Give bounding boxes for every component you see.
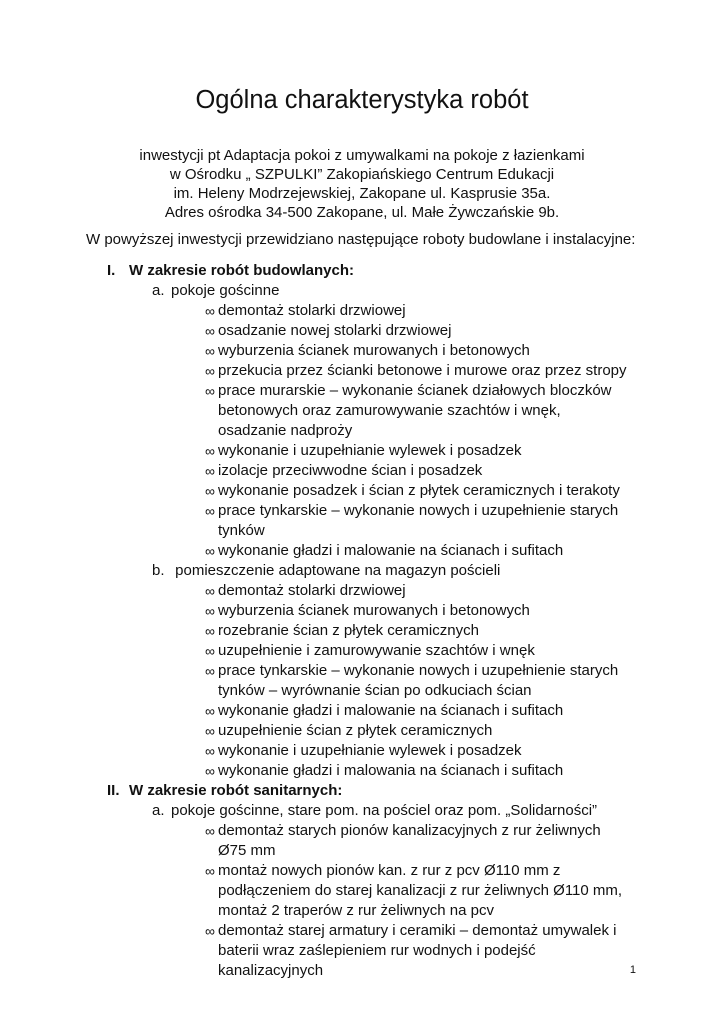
infinity-bullet-icon: ∞ <box>205 723 215 739</box>
list-item <box>0 361 628 381</box>
infinity-bullet-icon: ∞ <box>205 443 215 459</box>
works-list <box>0 261 724 981</box>
list-item-text: demontaż stolarki drzwiowej <box>218 582 406 599</box>
list-item-text: osadzanie nowej stolarki drzwiowej <box>218 322 452 339</box>
intro-line: im. Heleny Modrzejewskiej, Zakopane ul. Kasprusie 35a. <box>173 185 551 202</box>
list-item <box>0 661 628 701</box>
list-item <box>0 481 628 501</box>
list-item <box>0 601 628 621</box>
list-item <box>0 341 628 361</box>
list-item-text: prace tynkarskie – wykonanie nowych i uzupełnienie starych tynków – wyrównanie ścian po odkuciach ścian <box>218 662 619 699</box>
list-item <box>0 761 628 781</box>
infinity-bullet-icon: ∞ <box>205 663 215 679</box>
list-item <box>0 381 628 441</box>
list-item-text: prace tynkarskie – wykonanie nowych i uzupełnienie starych tynków <box>218 502 619 539</box>
list-item <box>0 501 628 541</box>
list-item-text: uzupełnienie ścian z płytek ceramicznych <box>218 722 493 739</box>
subsection-heading <box>0 281 724 301</box>
infinity-bullet-icon: ∞ <box>205 383 215 399</box>
list-item <box>0 621 628 641</box>
list-item <box>0 441 628 461</box>
intro-line: Adres ośrodka 34-500 Zakopane, ul. Małe Żywczańskie 9b. <box>164 204 560 221</box>
subsection-heading <box>0 561 724 581</box>
list-item-text: demontaż starych pionów kanalizacyjnych z rur żeliwnych Ø75 mm <box>218 822 601 859</box>
infinity-bullet-icon: ∞ <box>205 743 215 759</box>
infinity-bullet-icon: ∞ <box>205 643 215 659</box>
infinity-bullet-icon: ∞ <box>205 363 215 379</box>
intro-line: w Ośrodku „ SZPULKI” Zakopiańskiego Centrum Edukacji <box>169 166 555 183</box>
list-item-text: przekucia przez ścianki betonowe i murowe oraz przez stropy <box>218 362 627 379</box>
list-item <box>0 641 628 661</box>
subsection-letter: a. <box>152 282 165 299</box>
infinity-bullet-icon: ∞ <box>205 543 215 559</box>
list-item <box>0 721 628 741</box>
section-heading <box>0 781 724 801</box>
section-title: W zakresie robót sanitarnych: <box>129 782 343 799</box>
list-item <box>0 861 628 921</box>
list-item-text: wykonanie posadzek i ścian z płytek ceramicznych i terakoty <box>218 482 620 499</box>
infinity-bullet-icon: ∞ <box>205 323 215 339</box>
list-item-text: demontaż stolarki drzwiowej <box>218 302 406 319</box>
list-item <box>0 301 628 321</box>
list-item <box>0 741 628 761</box>
subsection-title: pokoje gościnne, stare pom. na pościel oraz pom. „Solidarności” <box>171 802 598 819</box>
section-number: I. <box>107 262 116 279</box>
list-item-text: wykonanie i uzupełnianie wylewek i posadzek <box>218 742 522 759</box>
list-item <box>0 581 628 601</box>
list-item <box>0 701 628 721</box>
list-item-text: uzupełnienie i zamurowywanie szachtów i wnęk <box>218 642 535 659</box>
infinity-bullet-icon: ∞ <box>205 303 215 319</box>
infinity-bullet-icon: ∞ <box>205 463 215 479</box>
page-title: Ogólna charakterystyka robót <box>195 86 529 114</box>
list-item-text: montaż nowych pionów kan. z rur z pcv Ø110 mm z podłączeniem do starej kanalizacji z rur żeliwnych Ø110 mm, montaż 2 traperów z rur żeliwnych na pcv <box>218 862 623 919</box>
subsection-heading <box>0 801 724 821</box>
intro-block <box>0 146 724 222</box>
list-item-text: wykonanie gładzi i malowania na ścianach i sufitach <box>218 762 564 779</box>
section-number: II. <box>107 782 120 799</box>
list-item-text: rozebranie ścian z płytek ceramicznych <box>218 622 479 639</box>
list-item-text: demontaż starej armatury i ceramiki – demontaż umywalek i baterii wraz zaślepieniem rur wodnych i podejść kanalizacyjnych <box>218 922 617 979</box>
infinity-bullet-icon: ∞ <box>205 483 215 499</box>
subsection-title: pokoje gościnne <box>171 282 280 299</box>
section-heading <box>0 261 724 281</box>
section-title: W zakresie robót budowlanych: <box>129 262 355 279</box>
list-item <box>0 821 628 861</box>
list-item-text: wyburzenia ścianek murowanych i betonowych <box>218 602 530 619</box>
infinity-bullet-icon: ∞ <box>205 863 215 879</box>
infinity-bullet-icon: ∞ <box>205 923 215 939</box>
infinity-bullet-icon: ∞ <box>205 703 215 719</box>
list-item <box>0 921 628 981</box>
list-item-text: prace murarskie – wykonanie ścianek działowych bloczków betonowych oraz zamurowywanie szachtów i wnęk, osadzanie nadproży <box>218 382 612 439</box>
subsection-letter: a. <box>152 802 165 819</box>
list-item-text: wykonanie gładzi i malowanie na ścianach i sufitach <box>218 542 564 559</box>
list-item <box>0 321 628 341</box>
infinity-bullet-icon: ∞ <box>205 623 215 639</box>
list-item-text: wykonanie i uzupełnianie wylewek i posadzek <box>218 442 522 459</box>
subsection-title: pomieszczenie adaptowane na magazyn pościeli <box>171 562 501 579</box>
infinity-bullet-icon: ∞ <box>205 343 215 359</box>
list-item-text: izolacje przeciwwodne ścian i posadzek <box>218 462 483 479</box>
infinity-bullet-icon: ∞ <box>205 503 215 519</box>
page-number: 1 <box>629 964 636 976</box>
lead-paragraph: W powyższej inwestycji przewidziano następujące roboty budowlane i instalacyjne: <box>86 231 636 248</box>
infinity-bullet-icon: ∞ <box>205 823 215 839</box>
infinity-bullet-icon: ∞ <box>205 583 215 599</box>
list-item-text: wykonanie gładzi i malowanie na ścianach i sufitach <box>218 702 564 719</box>
list-item <box>0 541 628 561</box>
intro-line: inwestycji pt Adaptacja pokoi z umywalkami na pokoje z łazienkami <box>139 147 585 164</box>
infinity-bullet-icon: ∞ <box>205 603 215 619</box>
subsection-letter: b. <box>152 562 165 579</box>
infinity-bullet-icon: ∞ <box>205 763 215 779</box>
list-item <box>0 461 628 481</box>
list-item-text: wyburzenia ścianek murowanych i betonowych <box>218 342 530 359</box>
